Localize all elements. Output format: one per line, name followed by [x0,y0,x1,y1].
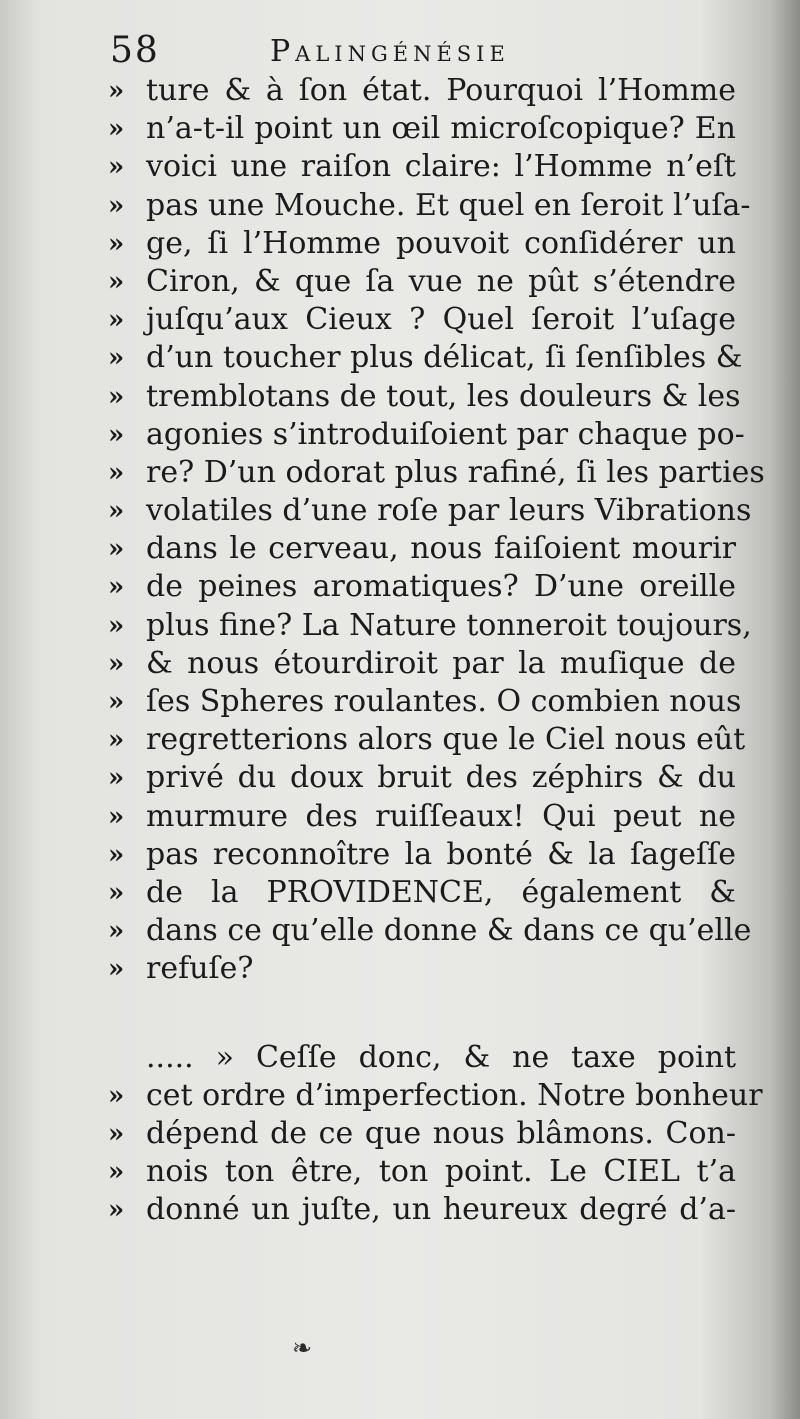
line-text: de peines aromatiques? D’une oreille [146,569,736,605]
text-line [0,645,800,683]
line-text: & nous étourdiroit par la muſique de [146,645,736,681]
quotation-mark: » [108,877,125,908]
line-text: juſqu’aux Cieux ? Quel ſeroit l’uſage [146,302,736,338]
text-line [0,836,800,874]
text-line [0,148,800,186]
quotation-mark: » [108,801,125,832]
text-line [0,225,800,263]
line-text: d’un toucher plus délicat, ſi ſenſibles & [146,340,743,376]
line-text: pas reconnoître la bonté & la ſageſſe [146,836,736,872]
page-number: 58 [110,30,160,71]
quotation-mark: » [108,152,125,183]
quotation-mark: » [108,954,125,985]
line-text: de la PROVIDENCE, également & [146,874,736,910]
text-line [0,530,800,568]
line-text: re? D’un odorat plus rafiné, ſi les parties [146,454,765,490]
quotation-mark: » [108,457,125,488]
quotation-mark: » [108,496,125,527]
line-text: volatiles d’une roſe par leurs Vibrations [146,493,752,529]
text-line [0,1153,800,1191]
text-line [0,1115,800,1153]
text-line [0,72,800,110]
line-text: regretterions alors que le Ciel nous eût [146,722,746,758]
quotation-mark: » [108,419,125,450]
quotation-mark: » [108,190,125,221]
text-line [0,378,800,416]
line-text: nois ton être, ton point. Le CIEL t’a [146,1154,736,1190]
line-text: n’a-t-il point un œil microſcopique? En [146,111,736,147]
quotation-mark: » [108,687,125,717]
quotation-mark: » [108,610,125,641]
quotation-mark: » [108,572,125,603]
quotation-mark: » [108,1195,125,1226]
quotation-mark: » [108,228,125,259]
paragraph-gap [0,989,800,1039]
line-text: cet ordre d’imperfection. Notre bonheur [146,1077,763,1113]
text-line [0,798,800,836]
text-line [0,874,800,912]
text-line [0,950,800,988]
line-text: plus fine? La Nature tonneroit toujours, [146,607,752,643]
quotation-mark: » [108,916,125,947]
running-title: Palingénésie [270,34,510,69]
quotation-mark: » [108,266,125,297]
line-text: dépend de ce que nous blâmons. Con- [146,1115,736,1151]
line-text: ture & à ſon état. Pourquoi l’Homme [146,73,736,108]
line-text: dans le cerveau, nous faiſoient mourir [146,531,736,567]
line-text: ge, ſi l’Homme pouvoit conſidérer un [146,225,736,261]
quotation-mark: » [108,839,125,870]
text-line [0,607,800,645]
line-text: donné un juſte, un heureux degré d’a- [146,1192,736,1228]
text-line [0,683,800,721]
text-line [0,301,800,339]
quotation-mark: » [108,381,125,412]
quotation-mark: » [108,305,125,336]
text-line [0,110,800,148]
quotation-mark: » [108,1157,125,1188]
line-text: agonies s’introduiſoient par chaque po- [146,416,745,452]
text-line [0,263,800,301]
quotation-mark: » [108,343,125,374]
quotation-mark: » [108,1118,125,1149]
line-text: privé du doux bruit des zéphirs & du [146,760,736,796]
text-line [0,721,800,759]
line-text: murmure des ruiſſeaux! Qui peut ne [146,798,736,834]
line-text: tremblotans de tout, les douleurs & les [146,378,741,414]
line-text: refuſe? [146,951,254,987]
printer-ornament: ❧ [292,1334,313,1362]
quotation-mark: » [108,648,125,679]
line-text: pas une Mouche. Et quel en ſeroit l’uſa- [146,187,751,223]
text-line [0,416,800,454]
quotation-mark: » [108,76,125,106]
quotation-mark: » [108,114,125,145]
text-line [0,454,800,492]
line-text: Ciron, & que ſa vue ne pût s’étendre [146,263,736,299]
text-line [0,1039,800,1077]
quotation-mark: » [108,725,125,756]
text-line [0,492,800,530]
quotation-mark: » [108,763,125,794]
line-text: dans ce qu’elle donne & dans ce qu’elle [146,913,752,949]
line-text: voici une raiſon claire: l’Homme n’eſt [146,149,736,185]
text-line [0,568,800,606]
quotation-mark: » [108,1080,125,1111]
text-line [0,912,800,950]
text-line [0,1191,800,1229]
text-line [0,759,800,797]
text-line [0,1077,800,1115]
text-line [0,187,800,225]
body-text [0,72,800,1229]
line-text: ..... » Ceſſe donc, & ne taxe point [146,1039,736,1075]
line-text: ſes Spheres roulantes. O combien nous [146,684,742,719]
text-line [0,339,800,377]
quotation-mark: » [108,534,125,565]
